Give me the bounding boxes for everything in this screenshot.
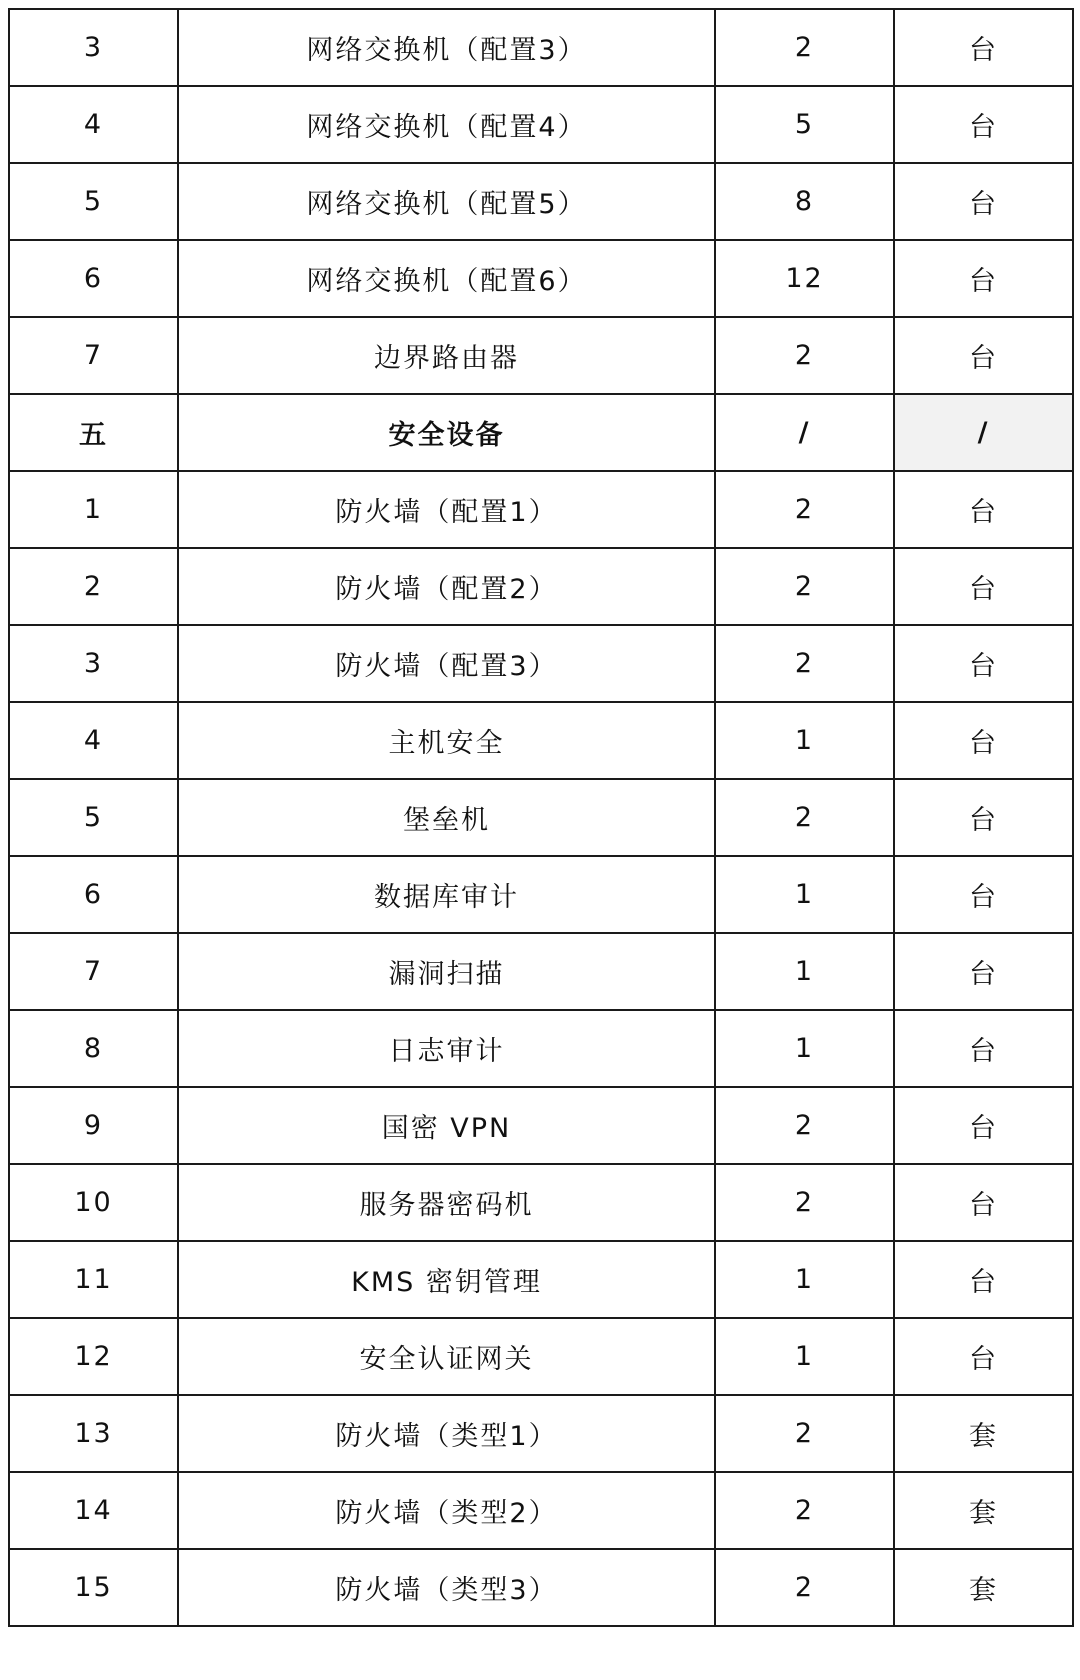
table-row [9, 1241, 1073, 1318]
table-row [9, 240, 1073, 317]
row-number-cell: 14 [9, 1472, 178, 1549]
section-title-cell: 安全设备 [178, 394, 715, 471]
item-name-cell: 日志审计 [178, 1010, 715, 1087]
quantity-cell: 2 [715, 1472, 894, 1549]
table-row [9, 625, 1073, 702]
item-name-cell: 边界路由器 [178, 317, 715, 394]
quantity-cell: 5 [715, 86, 894, 163]
row-number-cell: 4 [9, 702, 178, 779]
unit-cell: 台 [894, 625, 1073, 702]
item-name-cell: 防火墙（类型1） [178, 1395, 715, 1472]
item-name-cell: 安全认证网关 [178, 1318, 715, 1395]
unit-cell: 台 [894, 1164, 1073, 1241]
table-row [9, 1010, 1073, 1087]
row-number-cell: 4 [9, 86, 178, 163]
quantity-cell: 2 [715, 1549, 894, 1626]
unit-cell: 台 [894, 702, 1073, 779]
item-name-cell: 防火墙（类型3） [178, 1549, 715, 1626]
unit-cell: 台 [894, 86, 1073, 163]
quantity-cell: 8 [715, 163, 894, 240]
table-row [9, 702, 1073, 779]
item-name-cell: 数据库审计 [178, 856, 715, 933]
quantity-cell: 1 [715, 1318, 894, 1395]
row-number-cell: 5 [9, 163, 178, 240]
row-number-cell: 8 [9, 1010, 178, 1087]
item-name-cell: 防火墙（类型2） [178, 1472, 715, 1549]
quantity-cell: 1 [715, 933, 894, 1010]
unit-cell: 套 [894, 1395, 1073, 1472]
item-name-cell: 网络交换机（配置5） [178, 163, 715, 240]
table-row [9, 856, 1073, 933]
row-number-cell: 9 [9, 1087, 178, 1164]
unit-cell: 台 [894, 471, 1073, 548]
item-name-cell: 服务器密码机 [178, 1164, 715, 1241]
quantity-cell: / [715, 394, 894, 471]
table-row [9, 471, 1073, 548]
quantity-cell: 12 [715, 240, 894, 317]
item-name-cell: 防火墙（配置1） [178, 471, 715, 548]
unit-cell: 台 [894, 240, 1073, 317]
row-number-cell: 6 [9, 856, 178, 933]
unit-cell: / [894, 394, 1073, 471]
table-row [9, 86, 1073, 163]
unit-cell: 套 [894, 1549, 1073, 1626]
table-row [9, 317, 1073, 394]
item-name-cell: 堡垒机 [178, 779, 715, 856]
table-row [9, 1549, 1073, 1626]
unit-cell: 台 [894, 317, 1073, 394]
row-number-cell: 12 [9, 1318, 178, 1395]
table-row [9, 933, 1073, 1010]
unit-cell: 台 [894, 1087, 1073, 1164]
item-name-cell: 国密 VPN [178, 1087, 715, 1164]
unit-cell: 台 [894, 548, 1073, 625]
unit-cell: 套 [894, 1472, 1073, 1549]
table-row [9, 1395, 1073, 1472]
row-number-cell: 6 [9, 240, 178, 317]
unit-cell: 台 [894, 9, 1073, 86]
row-number-cell: 2 [9, 548, 178, 625]
row-number-cell: 3 [9, 625, 178, 702]
item-name-cell: 网络交换机（配置4） [178, 86, 715, 163]
quantity-cell: 1 [715, 856, 894, 933]
row-number-cell: 5 [9, 779, 178, 856]
unit-cell: 台 [894, 1318, 1073, 1395]
page-top-margin [0, 0, 1080, 8]
section-number-cell: 五 [9, 394, 178, 471]
item-name-cell: 防火墙（配置3） [178, 625, 715, 702]
quantity-cell: 1 [715, 702, 894, 779]
unit-cell: 台 [894, 1241, 1073, 1318]
row-number-cell: 10 [9, 1164, 178, 1241]
row-number-cell: 7 [9, 933, 178, 1010]
quantity-cell: 2 [715, 317, 894, 394]
table-row [9, 9, 1073, 86]
row-number-cell: 13 [9, 1395, 178, 1472]
equipment-table-body [9, 9, 1073, 1626]
quantity-cell: 2 [715, 471, 894, 548]
row-number-cell: 7 [9, 317, 178, 394]
item-name-cell: 主机安全 [178, 702, 715, 779]
table-row [9, 779, 1073, 856]
quantity-cell: 2 [715, 548, 894, 625]
item-name-cell: 网络交换机（配置6） [178, 240, 715, 317]
unit-cell: 台 [894, 933, 1073, 1010]
row-number-cell: 11 [9, 1241, 178, 1318]
quantity-cell: 2 [715, 1087, 894, 1164]
quantity-cell: 2 [715, 779, 894, 856]
table-row [9, 1472, 1073, 1549]
quantity-cell: 2 [715, 9, 894, 86]
unit-cell: 台 [894, 856, 1073, 933]
item-name-cell: 网络交换机（配置3） [178, 9, 715, 86]
quantity-cell: 2 [715, 1164, 894, 1241]
equipment-table-container [8, 8, 1072, 1627]
table-row [9, 1318, 1073, 1395]
quantity-cell: 1 [715, 1241, 894, 1318]
table-row [9, 548, 1073, 625]
unit-cell: 台 [894, 1010, 1073, 1087]
quantity-cell: 1 [715, 1010, 894, 1087]
table-row [9, 1164, 1073, 1241]
equipment-table [8, 8, 1074, 1627]
item-name-cell: 防火墙（配置2） [178, 548, 715, 625]
unit-cell: 台 [894, 779, 1073, 856]
row-number-cell: 1 [9, 471, 178, 548]
row-number-cell: 15 [9, 1549, 178, 1626]
section-header-row [9, 394, 1073, 471]
item-name-cell: KMS 密钥管理 [178, 1241, 715, 1318]
row-number-cell: 3 [9, 9, 178, 86]
table-row [9, 1087, 1073, 1164]
quantity-cell: 2 [715, 625, 894, 702]
item-name-cell: 漏洞扫描 [178, 933, 715, 1010]
table-row [9, 163, 1073, 240]
quantity-cell: 2 [715, 1395, 894, 1472]
unit-cell: 台 [894, 163, 1073, 240]
